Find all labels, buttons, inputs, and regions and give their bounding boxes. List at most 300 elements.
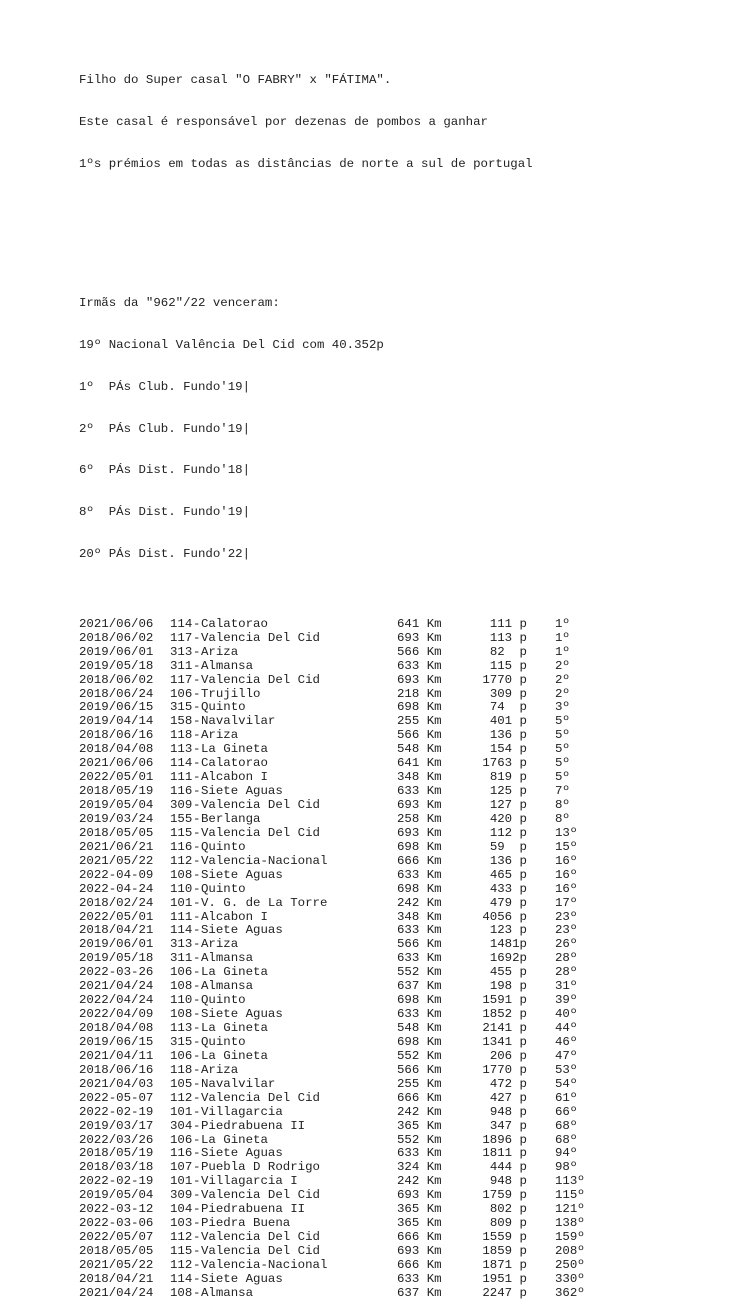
result-race-place: Almansa (201, 979, 254, 994)
result-row (79, 771, 679, 785)
result-ring-number: 110 (170, 993, 193, 1008)
intro-line: Filho do Super casal "O FABRY" x "FÁTIMA". (79, 72, 392, 87)
result-ring-number: 315 (170, 1034, 193, 1049)
result-row (79, 813, 679, 827)
result-date: 2019/05/04 (79, 798, 154, 812)
result-rank: 2º (555, 658, 570, 673)
sisters-heading: Irmãs da "962"/22 venceram: (79, 296, 280, 310)
result-pigeons: 948 p (489, 1104, 527, 1119)
result-ring-number: 315 (170, 700, 193, 715)
separator-dash: - (193, 658, 201, 673)
result-rank: 5º (555, 728, 570, 743)
result-race-place: Siete Aguas (201, 1146, 283, 1161)
result-date: 2021/06/06 (79, 616, 154, 631)
result-date: 2021/04/03 (79, 1076, 154, 1091)
result-ring-number: 113 (170, 1021, 193, 1035)
separator-dash: - (193, 965, 201, 980)
separator-dash: - (193, 1257, 201, 1272)
result-distance: 348 Km (397, 770, 442, 785)
result-row (79, 966, 679, 980)
result-pigeons: 401 p (489, 714, 527, 729)
separator-dash: - (193, 1174, 201, 1189)
result-distance: 633 Km (397, 784, 442, 799)
result-ring-number: 118 (170, 1062, 193, 1077)
result-rank: 28º (555, 951, 578, 966)
result-date: 2019/05/04 (79, 1188, 154, 1203)
result-row (79, 1106, 679, 1120)
result-rank: 5º (555, 756, 570, 771)
result-pigeons: 1763 p (482, 756, 527, 771)
result-row (79, 715, 679, 729)
result-rank: 159º (555, 1230, 585, 1245)
separator-dash: - (193, 937, 201, 952)
result-race-place: Calatorao (201, 616, 268, 631)
result-row (79, 660, 679, 674)
result-row (79, 618, 679, 632)
spacer (79, 227, 679, 241)
result-rank: 1º (555, 644, 570, 659)
result-rank: 53º (555, 1062, 578, 1077)
result-ring-number: 108 (170, 1285, 193, 1300)
result-date: 2018/04/08 (79, 1021, 154, 1035)
result-race-place: Navalvilar (201, 1076, 276, 1091)
result-pigeons: 1951 p (482, 1271, 527, 1286)
result-date: 2018/04/21 (79, 1271, 154, 1286)
result-pigeons: 309 p (489, 686, 527, 701)
result-race-place: Quinto (201, 881, 246, 896)
result-row (79, 1231, 679, 1245)
result-date: 2022/04/09 (79, 1007, 154, 1022)
result-ring-number: 313 (170, 937, 193, 952)
result-ring-number: 114 (170, 923, 193, 938)
result-row (79, 952, 679, 966)
result-date: 2018/03/18 (79, 1160, 154, 1175)
result-race-place: Siete Aguas (201, 1007, 283, 1022)
result-distance: 666 Km (397, 1257, 442, 1272)
result-date: 2021/04/24 (79, 1285, 154, 1300)
result-rank: 17º (555, 895, 578, 910)
result-distance: 552 Km (397, 1048, 442, 1063)
separator-dash: - (193, 1285, 201, 1300)
result-row (79, 897, 679, 911)
result-pigeons: 1852 p (482, 1007, 527, 1022)
separator-dash: - (193, 1118, 201, 1133)
result-race-place: Piedrabuena II (201, 1118, 306, 1133)
result-rank: 44º (555, 1021, 578, 1035)
separator-dash: - (193, 979, 201, 994)
result-pigeons: 1759 p (482, 1188, 527, 1203)
separator-dash: - (193, 714, 201, 729)
result-ring-number: 112 (170, 1257, 193, 1272)
result-row (79, 924, 679, 938)
result-pigeons: 2247 p (482, 1285, 527, 1300)
result-ring-number: 118 (170, 728, 193, 743)
separator-dash: - (193, 1062, 201, 1077)
result-row (79, 980, 679, 994)
result-rank: 61º (555, 1090, 578, 1105)
result-date: 2018/06/16 (79, 728, 154, 743)
result-row (79, 1078, 679, 1092)
result-rank: 16º (555, 853, 578, 868)
result-date: 2019/06/01 (79, 644, 154, 659)
intro-line: Este casal é responsável por dezenas de pombos a ganhar (79, 114, 488, 129)
result-ring-number: 116 (170, 1146, 193, 1161)
result-distance: 633 Km (397, 951, 442, 966)
result-row (79, 1120, 679, 1134)
separator-dash: - (193, 686, 201, 701)
result-distance: 633 Km (397, 658, 442, 673)
result-ring-number: 101 (170, 1104, 193, 1119)
result-ring-number: 304 (170, 1118, 193, 1133)
result-date: 2018/05/05 (79, 825, 154, 840)
result-ring-number: 101 (170, 1174, 193, 1189)
result-date: 2019/03/24 (79, 811, 154, 826)
result-race-place: Valencia Del Cid (201, 630, 320, 645)
result-date: 2019/05/18 (79, 951, 154, 966)
result-race-place: Siete Aguas (201, 923, 283, 938)
result-rank: 5º (555, 770, 570, 785)
result-race-place: Siete Aguas (201, 1271, 283, 1286)
sisters-block (79, 269, 679, 590)
result-pigeons: 479 p (489, 895, 527, 910)
result-distance: 698 Km (397, 993, 442, 1008)
result-date: 2021/04/24 (79, 979, 154, 994)
result-date: 2021/05/22 (79, 1257, 154, 1272)
result-pigeons: 206 p (489, 1048, 527, 1063)
result-rank: 54º (555, 1076, 578, 1091)
result-pigeons: 136 p (489, 728, 527, 743)
result-race-place: La Gineta (201, 742, 268, 757)
separator-dash: - (193, 993, 201, 1008)
separator-dash: - (193, 895, 201, 910)
separator-dash: - (193, 1202, 201, 1217)
result-race-place: Villagarcia (201, 1104, 283, 1119)
result-ring-number: 110 (170, 881, 193, 896)
result-race-place: Ariza (201, 937, 239, 952)
result-rank: 13º (555, 825, 578, 840)
result-distance: 548 Km (397, 1021, 442, 1035)
result-ring-number: 106 (170, 686, 193, 701)
result-date: 2022-03-12 (79, 1202, 154, 1217)
result-row (79, 1175, 679, 1189)
result-distance: 693 Km (397, 630, 442, 645)
result-pigeons: 427 p (489, 1090, 527, 1105)
result-distance: 365 Km (397, 1118, 442, 1133)
separator-dash: - (193, 1188, 201, 1203)
result-ring-number: 309 (170, 798, 193, 812)
result-pigeons: 433 p (489, 881, 527, 896)
separator-dash: - (193, 742, 201, 757)
result-distance: 552 Km (397, 1132, 442, 1147)
result-row (79, 1008, 679, 1022)
result-pigeons: 420 p (489, 811, 527, 826)
result-pigeons: 112 p (489, 825, 527, 840)
result-distance: 666 Km (397, 1090, 442, 1105)
result-rank: 98º (555, 1160, 578, 1175)
separator-dash: - (193, 811, 201, 826)
result-distance: 637 Km (397, 1285, 442, 1300)
result-race-place: Trujillo (201, 686, 261, 701)
result-ring-number: 107 (170, 1160, 193, 1175)
result-pigeons: 154 p (489, 742, 527, 757)
result-pigeons: 1692p (489, 951, 527, 966)
result-pigeons: 444 p (489, 1160, 527, 1175)
result-race-place: Siete Aguas (201, 784, 283, 799)
result-pigeons: 127 p (489, 798, 527, 812)
result-pigeons: 74 p (489, 700, 527, 715)
result-date: 2022/05/01 (79, 770, 154, 785)
result-distance: 633 Km (397, 1271, 442, 1286)
result-distance: 693 Km (397, 825, 442, 840)
result-date: 2022/05/07 (79, 1230, 154, 1245)
result-rank: 2º (555, 672, 570, 687)
result-rank: 115º (555, 1188, 585, 1203)
result-date: 2019/03/17 (79, 1118, 154, 1133)
sisters-line: 1º PÁs Club. Fundo'19| (79, 379, 251, 394)
result-date: 2022/03/26 (79, 1132, 154, 1147)
result-rank: 8º (555, 811, 570, 826)
result-date: 2022-02-19 (79, 1104, 154, 1119)
result-date: 2021/04/11 (79, 1048, 154, 1063)
result-ring-number: 106 (170, 1048, 193, 1063)
result-distance: 365 Km (397, 1202, 442, 1217)
result-date: 2018/04/21 (79, 923, 154, 938)
result-pigeons: 113 p (489, 630, 527, 645)
result-pigeons: 802 p (489, 1202, 527, 1217)
result-rank: 362º (555, 1285, 585, 1300)
result-distance: 641 Km (397, 756, 442, 771)
result-distance: 242 Km (397, 1104, 442, 1119)
result-distance: 633 Km (397, 1007, 442, 1022)
result-rank: 47º (555, 1048, 578, 1063)
separator-dash: - (193, 630, 201, 645)
sisters-line: 2º PÁs Club. Fundo'19| (79, 421, 251, 436)
result-date: 2022-04-09 (79, 867, 154, 882)
result-distance: 693 Km (397, 798, 442, 812)
result-date: 2021/05/22 (79, 853, 154, 868)
result-date: 2019/06/01 (79, 937, 154, 952)
result-row (79, 1287, 679, 1301)
result-rank: 28º (555, 965, 578, 980)
separator-dash: - (193, 644, 201, 659)
result-ring-number: 111 (170, 770, 193, 785)
result-row (79, 1259, 679, 1273)
result-ring-number: 108 (170, 979, 193, 994)
result-race-place: Villagarcia I (201, 1174, 298, 1189)
result-ring-number: 106 (170, 1132, 193, 1147)
result-distance: 242 Km (397, 1174, 442, 1189)
separator-dash: - (193, 1048, 201, 1063)
result-pigeons: 2141 p (482, 1021, 527, 1035)
result-rank: 16º (555, 867, 578, 882)
result-date: 2022-04-24 (79, 881, 154, 896)
result-distance: 566 Km (397, 728, 442, 743)
result-rank: 94º (555, 1146, 578, 1161)
separator-dash: - (193, 825, 201, 840)
result-race-place: Valencia-Nacional (201, 1257, 328, 1272)
separator-dash: - (193, 1216, 201, 1231)
result-row (79, 827, 679, 841)
result-race-place: La Gineta (201, 1132, 268, 1147)
separator-dash: - (193, 616, 201, 631)
result-date: 2019/06/15 (79, 1034, 154, 1049)
separator-dash: - (193, 1132, 201, 1147)
result-race-place: Piedra Buena (201, 1216, 291, 1231)
result-distance: 698 Km (397, 839, 442, 854)
result-race-place: La Gineta (201, 1021, 268, 1035)
result-date: 2019/05/18 (79, 658, 154, 673)
result-pigeons: 1896 p (482, 1132, 527, 1147)
result-pigeons: 1859 p (482, 1244, 527, 1258)
result-ring-number: 115 (170, 1244, 193, 1258)
result-distance: 666 Km (397, 853, 442, 868)
result-pigeons: 1559 p (482, 1230, 527, 1245)
result-ring-number: 108 (170, 867, 193, 882)
separator-dash: - (193, 951, 201, 966)
result-date: 2018/05/19 (79, 784, 154, 799)
sisters-line: 19º Nacional Valência Del Cid com 40.352p (79, 337, 384, 352)
result-row (79, 785, 679, 799)
result-date: 2022/05/01 (79, 909, 154, 924)
result-distance: 698 Km (397, 700, 442, 715)
separator-dash: - (193, 1076, 201, 1091)
result-race-place: Quinto (201, 993, 246, 1008)
result-rank: 15º (555, 839, 578, 854)
separator-dash: - (193, 909, 201, 924)
result-distance: 698 Km (397, 881, 442, 896)
separator-dash: - (193, 770, 201, 785)
result-pigeons: 123 p (489, 923, 527, 938)
result-race-place: Valencia-Nacional (201, 853, 328, 868)
result-date: 2022-03-06 (79, 1216, 154, 1231)
result-rank: 1º (555, 616, 570, 631)
result-row (79, 1147, 679, 1161)
result-distance: 633 Km (397, 1146, 442, 1161)
result-rank: 3º (555, 700, 570, 715)
result-row (79, 1189, 679, 1203)
results-list (79, 618, 679, 1301)
separator-dash: - (193, 1007, 201, 1022)
result-rank: 250º (555, 1257, 585, 1272)
result-date: 2022/04/24 (79, 993, 154, 1008)
result-date: 2018/05/19 (79, 1146, 154, 1161)
result-rank: 330º (555, 1271, 585, 1286)
result-ring-number: 104 (170, 1202, 193, 1217)
separator-dash: - (193, 1146, 201, 1161)
result-race-place: Valencia Del Cid (201, 672, 320, 687)
separator-dash: - (193, 1034, 201, 1049)
separator-dash: - (193, 1271, 201, 1286)
result-ring-number: 309 (170, 1188, 193, 1203)
result-distance: 552 Km (397, 965, 442, 980)
separator-dash: - (193, 881, 201, 896)
separator-dash: - (193, 798, 201, 812)
result-race-place: Calatorao (201, 756, 268, 771)
result-date: 2019/06/15 (79, 700, 154, 715)
separator-dash: - (193, 1104, 201, 1119)
result-distance: 566 Km (397, 1062, 442, 1077)
result-pigeons: 1871 p (482, 1257, 527, 1272)
result-distance: 218 Km (397, 686, 442, 701)
result-rank: 68º (555, 1132, 578, 1147)
result-race-place: Ariza (201, 1062, 239, 1077)
result-distance: 255 Km (397, 1076, 442, 1091)
result-distance: 633 Km (397, 923, 442, 938)
result-pigeons: 136 p (489, 853, 527, 868)
result-row (79, 799, 679, 813)
result-race-place: V. G. de La Torre (201, 895, 328, 910)
result-ring-number: 105 (170, 1076, 193, 1091)
result-date: 2018/05/05 (79, 1244, 154, 1258)
sisters-line: 20º PÁs Dist. Fundo'22| (79, 547, 251, 562)
separator-dash: - (193, 1090, 201, 1105)
result-row (79, 1161, 679, 1175)
result-race-place: Ariza (201, 728, 239, 743)
result-row (79, 1203, 679, 1217)
result-rank: 23º (555, 909, 578, 924)
result-row (79, 1217, 679, 1231)
result-ring-number: 117 (170, 672, 193, 687)
result-ring-number: 114 (170, 616, 193, 631)
result-date: 2018/06/02 (79, 630, 154, 645)
result-rank: 121º (555, 1202, 585, 1217)
result-rank: 23º (555, 923, 578, 938)
sisters-line: 6º PÁs Dist. Fundo'18| (79, 463, 251, 478)
result-rank: 8º (555, 798, 570, 812)
result-race-place: La Gineta (201, 965, 268, 980)
result-pigeons: 465 p (489, 867, 527, 882)
result-date: 2019/04/14 (79, 714, 154, 729)
result-pigeons: 1770 p (482, 1062, 527, 1077)
result-pigeons: 125 p (489, 784, 527, 799)
result-ring-number: 113 (170, 742, 193, 757)
separator-dash: - (193, 923, 201, 938)
result-row (79, 883, 679, 897)
result-row (79, 1134, 679, 1148)
result-rank: 46º (555, 1034, 578, 1049)
result-rank: 40º (555, 1007, 578, 1022)
separator-dash: - (193, 853, 201, 868)
result-pigeons: 1591 p (482, 993, 527, 1008)
result-row (79, 674, 679, 688)
result-date: 2018/02/24 (79, 895, 154, 910)
result-rank: 5º (555, 714, 570, 729)
result-date: 2022-05-07 (79, 1090, 154, 1105)
result-distance: 548 Km (397, 742, 442, 757)
result-pigeons: 111 p (489, 616, 527, 631)
result-distance: 566 Km (397, 644, 442, 659)
result-distance: 258 Km (397, 811, 442, 826)
result-row (79, 1022, 679, 1036)
result-ring-number: 117 (170, 630, 193, 645)
result-row (79, 994, 679, 1008)
result-date: 2021/06/21 (79, 839, 154, 854)
result-rank: 138º (555, 1216, 585, 1231)
result-ring-number: 111 (170, 909, 193, 924)
result-pigeons: 809 p (489, 1216, 527, 1231)
result-rank: 113º (555, 1174, 585, 1189)
result-date: 2021/06/06 (79, 756, 154, 771)
result-rank: 7º (555, 784, 570, 799)
result-row (79, 729, 679, 743)
result-race-place: Piedrabuena II (201, 1202, 306, 1217)
result-ring-number: 112 (170, 1230, 193, 1245)
result-rank: 26º (555, 937, 578, 952)
result-race-place: Berlanga (201, 811, 261, 826)
result-row (79, 701, 679, 715)
result-row (79, 646, 679, 660)
result-rank: 68º (555, 1118, 578, 1133)
